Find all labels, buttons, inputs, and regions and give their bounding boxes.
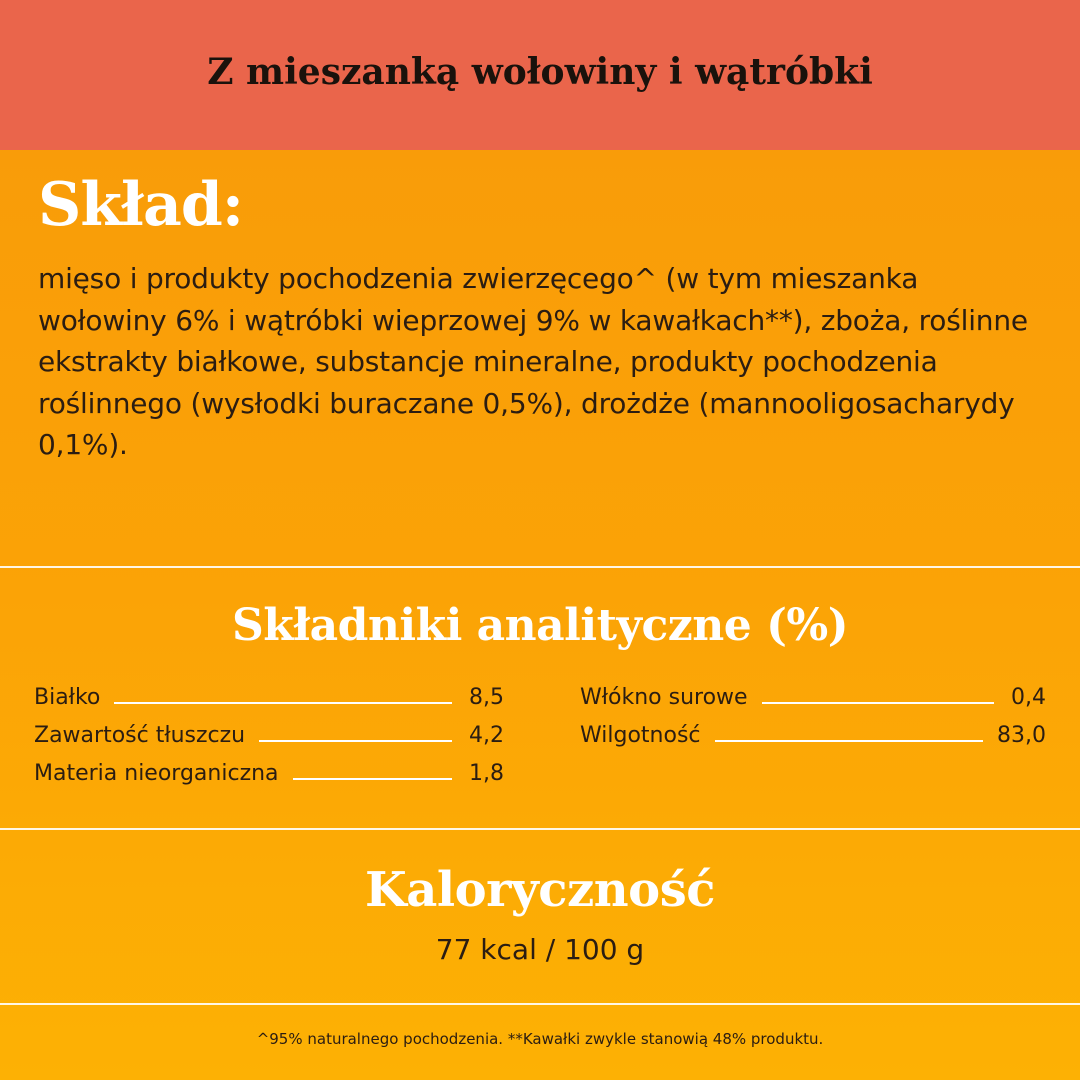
analytical-label: Zawartość tłuszczu — [34, 723, 246, 748]
section-divider — [0, 1003, 1080, 1005]
analytical-row-protein — [34, 680, 504, 710]
product-variant-title: Z mieszanką wołowiny i wątróbki — [207, 51, 873, 93]
analytical-label: Wilgotność — [580, 723, 701, 748]
composition-text: mięso i produkty pochodzenia zwierzęcego^ (w tym mieszanka wołowiny 6% i wątróbki wieprzowej 9% w kawałkach**), zboża, roślinne ekstrakty białkowe, substancje mineralne, produkty pochodzenia roślinnego (wysłodki buraczane 0,5%), drożdże (mannooligosacharydy 0,1%). — [38, 262, 1028, 461]
analytical-row-fibre — [580, 680, 1046, 710]
analytical-value: 1,8 — [469, 761, 504, 786]
section-divider — [0, 828, 1080, 830]
composition-heading: Skład: — [38, 170, 243, 240]
calories-value: 77 kcal / 100 g — [435, 933, 645, 966]
analytical-label: Materia nieorganiczna — [34, 761, 279, 786]
analytical-value: 4,2 — [469, 723, 504, 748]
analytical-row-ash — [34, 756, 504, 786]
calories-heading: Kaloryczność — [365, 862, 715, 918]
header-banner — [0, 0, 1080, 150]
analytical-value: 83,0 — [997, 723, 1046, 748]
leader-line — [293, 778, 452, 780]
section-divider — [0, 566, 1080, 568]
analytical-row-moisture — [580, 718, 1046, 748]
analytical-label: Włókno surowe — [580, 685, 748, 710]
analytical-heading: Składniki analityczne (%) — [231, 600, 849, 651]
leader-line — [715, 740, 984, 742]
footnote: ^95% naturalnego pochodzenia. **Kawałki zwykle stanowią 48% produktu. — [256, 1030, 824, 1048]
leader-line — [114, 702, 452, 704]
analytical-value: 0,4 — [1011, 685, 1046, 710]
analytical-value: 8,5 — [469, 685, 504, 710]
leader-line — [259, 740, 452, 742]
leader-line — [762, 702, 994, 704]
analytical-row-fat — [34, 718, 504, 748]
analytical-label: Białko — [34, 685, 101, 710]
